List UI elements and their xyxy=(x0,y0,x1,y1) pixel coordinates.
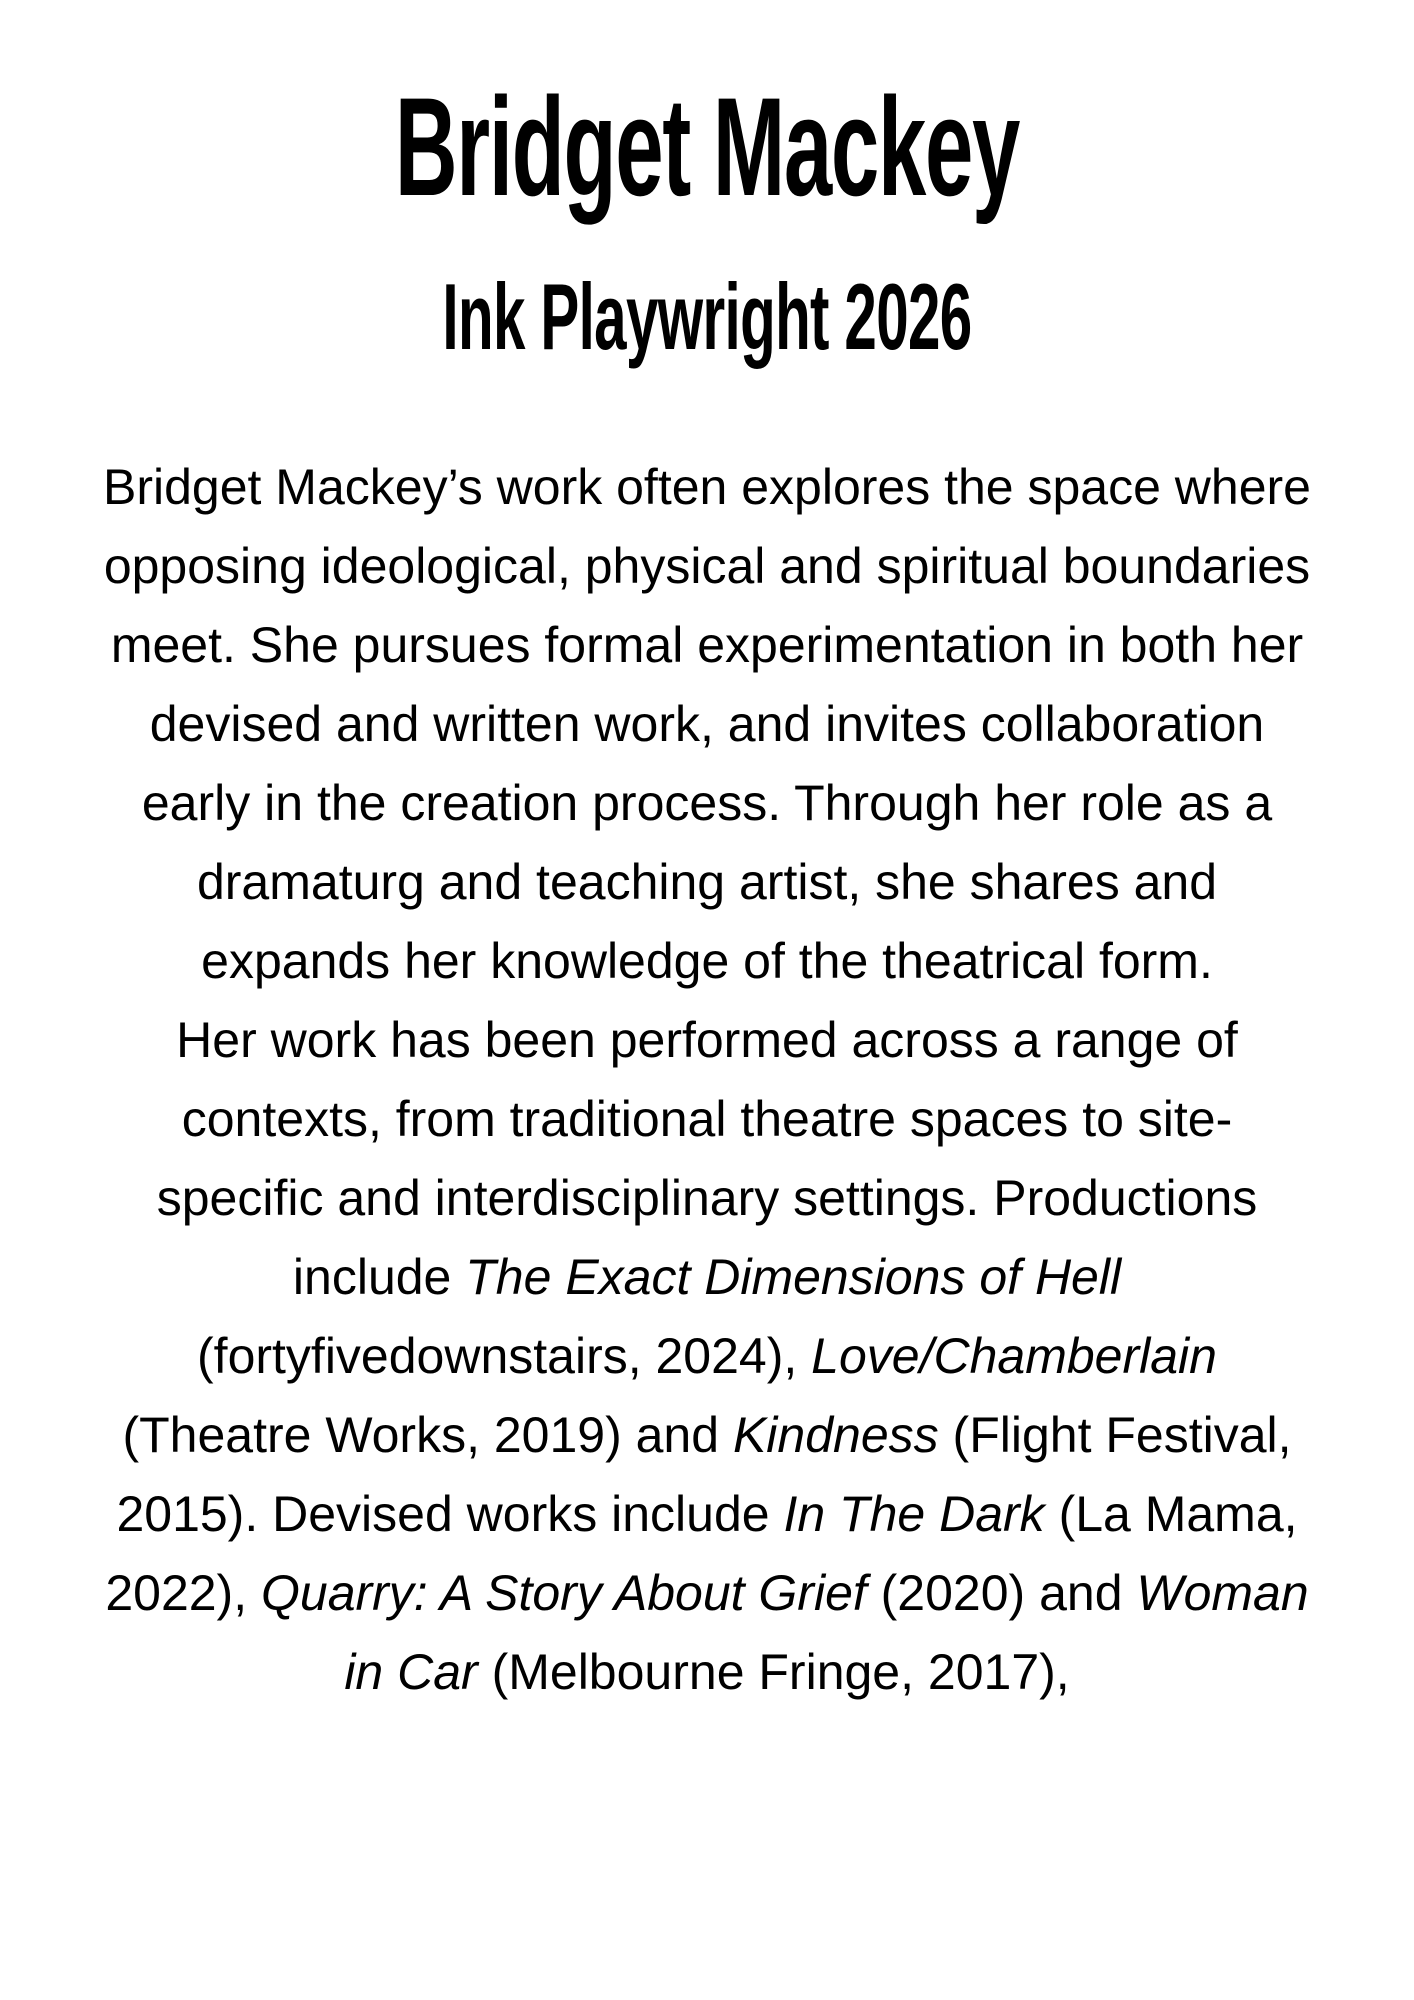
page-title: Bridget Mackey xyxy=(394,68,1020,225)
work-title: Kindness xyxy=(732,1407,939,1463)
bio-text xyxy=(100,448,1314,1712)
work-title: Woman in Car xyxy=(344,1565,1309,1700)
bio-paragraph-1: Bridget Mackey’s work often explores the space where opposing ideological, physical and spiritual boundaries meet. She pursues formal experimentation in both her devised and written work, and invites collaboration early in the creation process. Through her role as a dramaturg and teaching artist, she shares and expands her knowledge of the theatrical form. xyxy=(102,459,1311,989)
work-title: Love/Chamberlain xyxy=(811,1328,1217,1384)
page-subtitle: Ink Playwright 2026 xyxy=(442,264,972,369)
work-detail: (2020) and xyxy=(866,1565,1137,1621)
work-detail: (La Mama, 2022), xyxy=(105,1486,1298,1621)
work-title: Quarry: A Story About Grief xyxy=(261,1565,867,1621)
work-title: In The Dark xyxy=(783,1486,1045,1542)
work-detail: (Theatre Works, 2019) and xyxy=(122,1407,733,1463)
paragraph-2-intro: Her work has been performed across a range of contexts, from traditional theatre spaces to site-specific and interdisciplinary settings. Productions include xyxy=(156,1012,1258,1305)
work-detail: (fortyfivedownstairs, 2024), xyxy=(197,1328,812,1384)
work-detail: (Melbourne Fringe, 2017), xyxy=(477,1644,1070,1700)
work-detail: (Flight Festival, 2015). Devised works include xyxy=(116,1407,1292,1542)
bio-paragraph-2 xyxy=(100,1001,1314,1712)
work-title: The Exact Dimensions of Hell xyxy=(465,1249,1122,1305)
